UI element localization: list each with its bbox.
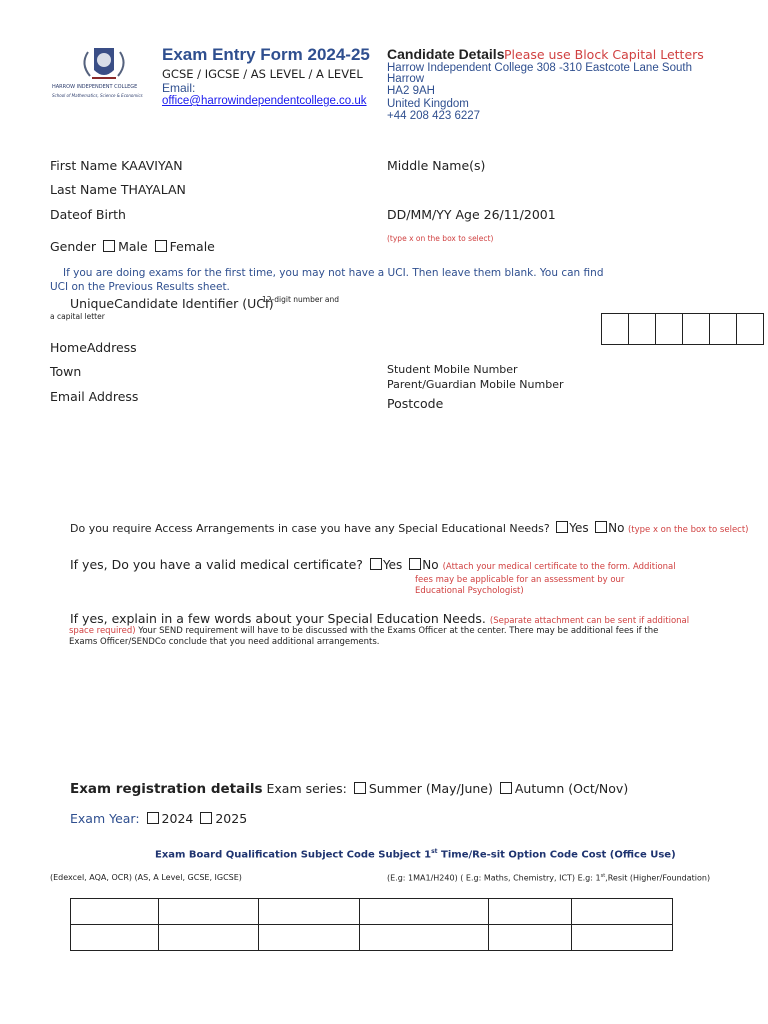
registration-heading: Exam registration details bbox=[70, 781, 263, 797]
registration-row bbox=[70, 781, 628, 797]
exam-year-row bbox=[70, 811, 247, 826]
uci-input-boxes[interactable] bbox=[601, 313, 764, 345]
levels-line: GCSE / IGCSE / AS LEVEL / A LEVEL bbox=[162, 67, 363, 81]
address-line-2: Harrow bbox=[387, 73, 425, 85]
access-yes-checkbox[interactable] bbox=[556, 521, 568, 533]
office-email-link[interactable]: office@harrowindependentcollege.co.uk bbox=[162, 95, 367, 107]
candidate-details-heading: Candidate Details bbox=[387, 46, 505, 62]
town-field[interactable]: Town bbox=[50, 364, 82, 379]
examples-right bbox=[387, 873, 710, 883]
medical-row bbox=[70, 557, 676, 572]
year-2025-checkbox[interactable] bbox=[200, 812, 212, 824]
male-label: Male bbox=[118, 239, 148, 254]
gender-label: Gender bbox=[50, 239, 97, 254]
summer-label: Summer (May/June) bbox=[368, 781, 493, 796]
explain-row bbox=[70, 611, 689, 626]
uci-box[interactable] bbox=[710, 314, 737, 344]
subject-code-cell[interactable] bbox=[259, 899, 360, 925]
last-name-field[interactable]: Last Name THAYALAN bbox=[50, 182, 186, 197]
autumn-label: Autumn (Oct/Nov) bbox=[514, 781, 629, 796]
columns-text: Exam Board Qualification Subject Code Subject 1 bbox=[155, 849, 432, 861]
medical-note-3: Educational Psychologist) bbox=[415, 586, 524, 596]
access-arrangements-row bbox=[70, 521, 749, 535]
dob-label: Dateof Birth bbox=[50, 207, 126, 222]
table-columns-header bbox=[155, 848, 676, 860]
medical-note-1: (Attach your medical certificate to the form. Additional bbox=[442, 562, 676, 572]
qualification-cell[interactable] bbox=[159, 925, 259, 951]
explain-line-2 bbox=[69, 626, 658, 636]
form-title: Exam Entry Form 2024-25 bbox=[162, 45, 370, 64]
uci-label: UniqueCandidate Identifier (UCI) bbox=[70, 296, 274, 311]
subject-cell[interactable] bbox=[360, 899, 489, 925]
explain-note-1: (Separate attachment can be sent if additional bbox=[489, 616, 690, 626]
block-capitals-instruction: Please use Block Capital Letters bbox=[504, 47, 704, 62]
first-name-field[interactable]: First Name KAAVIYAN bbox=[50, 158, 183, 173]
logo-subtext: School of Mathematics, Science & Economics bbox=[52, 93, 143, 98]
address-line-3: HA2 9AH bbox=[387, 85, 435, 97]
college-phone: +44 208 423 6227 bbox=[387, 110, 481, 122]
uci-hint-1: 12-digit number and bbox=[262, 295, 340, 304]
access-no-checkbox[interactable] bbox=[595, 521, 607, 533]
exam-year-label: Exam Year: bbox=[70, 811, 140, 826]
medical-no-checkbox[interactable] bbox=[409, 558, 421, 570]
uci-box[interactable] bbox=[602, 314, 629, 344]
exam-board-cell[interactable] bbox=[71, 899, 159, 925]
cost-cell[interactable] bbox=[572, 925, 673, 951]
explain-text-2: Exams Officer/SENDCo conclude that you need additional arrangements. bbox=[69, 637, 380, 647]
examples-right-1: (E.g: 1MA1/H240) ( E.g: Maths, Chemistry, ICT) E.g: 1 bbox=[387, 873, 601, 883]
subject-cell[interactable] bbox=[360, 925, 489, 951]
gender-row bbox=[50, 239, 215, 254]
medical-yes-label: Yes bbox=[382, 558, 403, 572]
series-label: Exam series: bbox=[266, 781, 347, 796]
table-row bbox=[71, 899, 673, 925]
columns-text-2: Time/Re-sit Option Code Cost (Office Use) bbox=[437, 849, 676, 861]
year-2024-label: 2024 bbox=[161, 811, 194, 826]
address-line-4: United Kingdom bbox=[387, 98, 469, 110]
access-question: Do you require Access Arrangements in case you have any Special Educational Needs? bbox=[70, 522, 550, 535]
female-checkbox[interactable] bbox=[155, 240, 167, 252]
subject-code-cell[interactable] bbox=[259, 925, 360, 951]
cost-cell[interactable] bbox=[572, 899, 673, 925]
exam-board-cell[interactable] bbox=[71, 925, 159, 951]
address-line-1: Harrow Independent College 308 -310 Eastcote Lane South bbox=[387, 62, 692, 74]
select-note: (type x on the box to select) bbox=[387, 234, 494, 243]
summer-checkbox[interactable] bbox=[354, 782, 366, 794]
student-mobile-field[interactable]: Student Mobile Number bbox=[387, 363, 518, 376]
table-row bbox=[71, 925, 673, 951]
crest-icon bbox=[84, 48, 123, 78]
qualification-cell[interactable] bbox=[159, 899, 259, 925]
male-checkbox[interactable] bbox=[103, 240, 115, 252]
resit-option-cell[interactable] bbox=[489, 925, 572, 951]
middle-name-field[interactable]: Middle Name(s) bbox=[387, 158, 486, 173]
female-label: Female bbox=[169, 239, 215, 254]
email-label: Email: bbox=[162, 81, 196, 95]
uci-box[interactable] bbox=[629, 314, 656, 344]
explain-text-1: Your SEND requirement will have to be discussed with the Exams Officer at the center. There may be additional fees if the bbox=[138, 626, 659, 636]
registration-table bbox=[70, 898, 673, 951]
access-no-label: No bbox=[608, 521, 625, 535]
uci-hint-2: a capital letter bbox=[50, 312, 105, 321]
uci-box[interactable] bbox=[683, 314, 710, 344]
logo-text: HARROW INDEPENDENT COLLEGE bbox=[52, 84, 138, 90]
access-yes-label: Yes bbox=[569, 521, 589, 535]
parent-mobile-field[interactable]: Parent/Guardian Mobile Number bbox=[387, 378, 564, 391]
examples-right-sup: st bbox=[600, 873, 606, 879]
uci-note-1: If you are doing exams for the first time, you may not have a UCI. Then leave them blank. You can find bbox=[63, 267, 604, 279]
college-logo bbox=[50, 44, 158, 106]
access-select-note: (type x on the box to select) bbox=[627, 525, 749, 535]
medical-yes-checkbox[interactable] bbox=[370, 558, 382, 570]
columns-sup: st bbox=[431, 848, 438, 855]
postcode-field[interactable]: Postcode bbox=[387, 396, 444, 411]
uci-note-2: UCI on the Previous Results sheet. bbox=[50, 281, 230, 293]
explain-question: If yes, explain in a few words about your Special Education Needs. bbox=[70, 611, 486, 626]
medical-question: If yes, Do you have a valid medical certificate? bbox=[70, 557, 363, 572]
medical-no-label: No bbox=[422, 558, 439, 572]
examples-left: (Edexcel, AQA, OCR) (AS, A Level, GCSE, IGCSE) bbox=[50, 873, 242, 882]
uci-box[interactable] bbox=[656, 314, 683, 344]
dob-field[interactable]: DD/MM/YY Age 26/11/2001 bbox=[387, 207, 556, 222]
year-2024-checkbox[interactable] bbox=[147, 812, 159, 824]
examples-right-2: ,Resit (Higher/Foundation) bbox=[605, 873, 711, 883]
email-address-field[interactable]: Email Address bbox=[50, 389, 139, 404]
autumn-checkbox[interactable] bbox=[500, 782, 512, 794]
home-address-field[interactable]: HomeAddress bbox=[50, 340, 137, 355]
explain-note-2: space required) bbox=[69, 626, 136, 636]
uci-box[interactable] bbox=[737, 314, 763, 344]
year-2025-label: 2025 bbox=[215, 811, 248, 826]
medical-note-2: fees may be applicable for an assessment by our bbox=[415, 575, 625, 585]
resit-option-cell[interactable] bbox=[489, 899, 572, 925]
